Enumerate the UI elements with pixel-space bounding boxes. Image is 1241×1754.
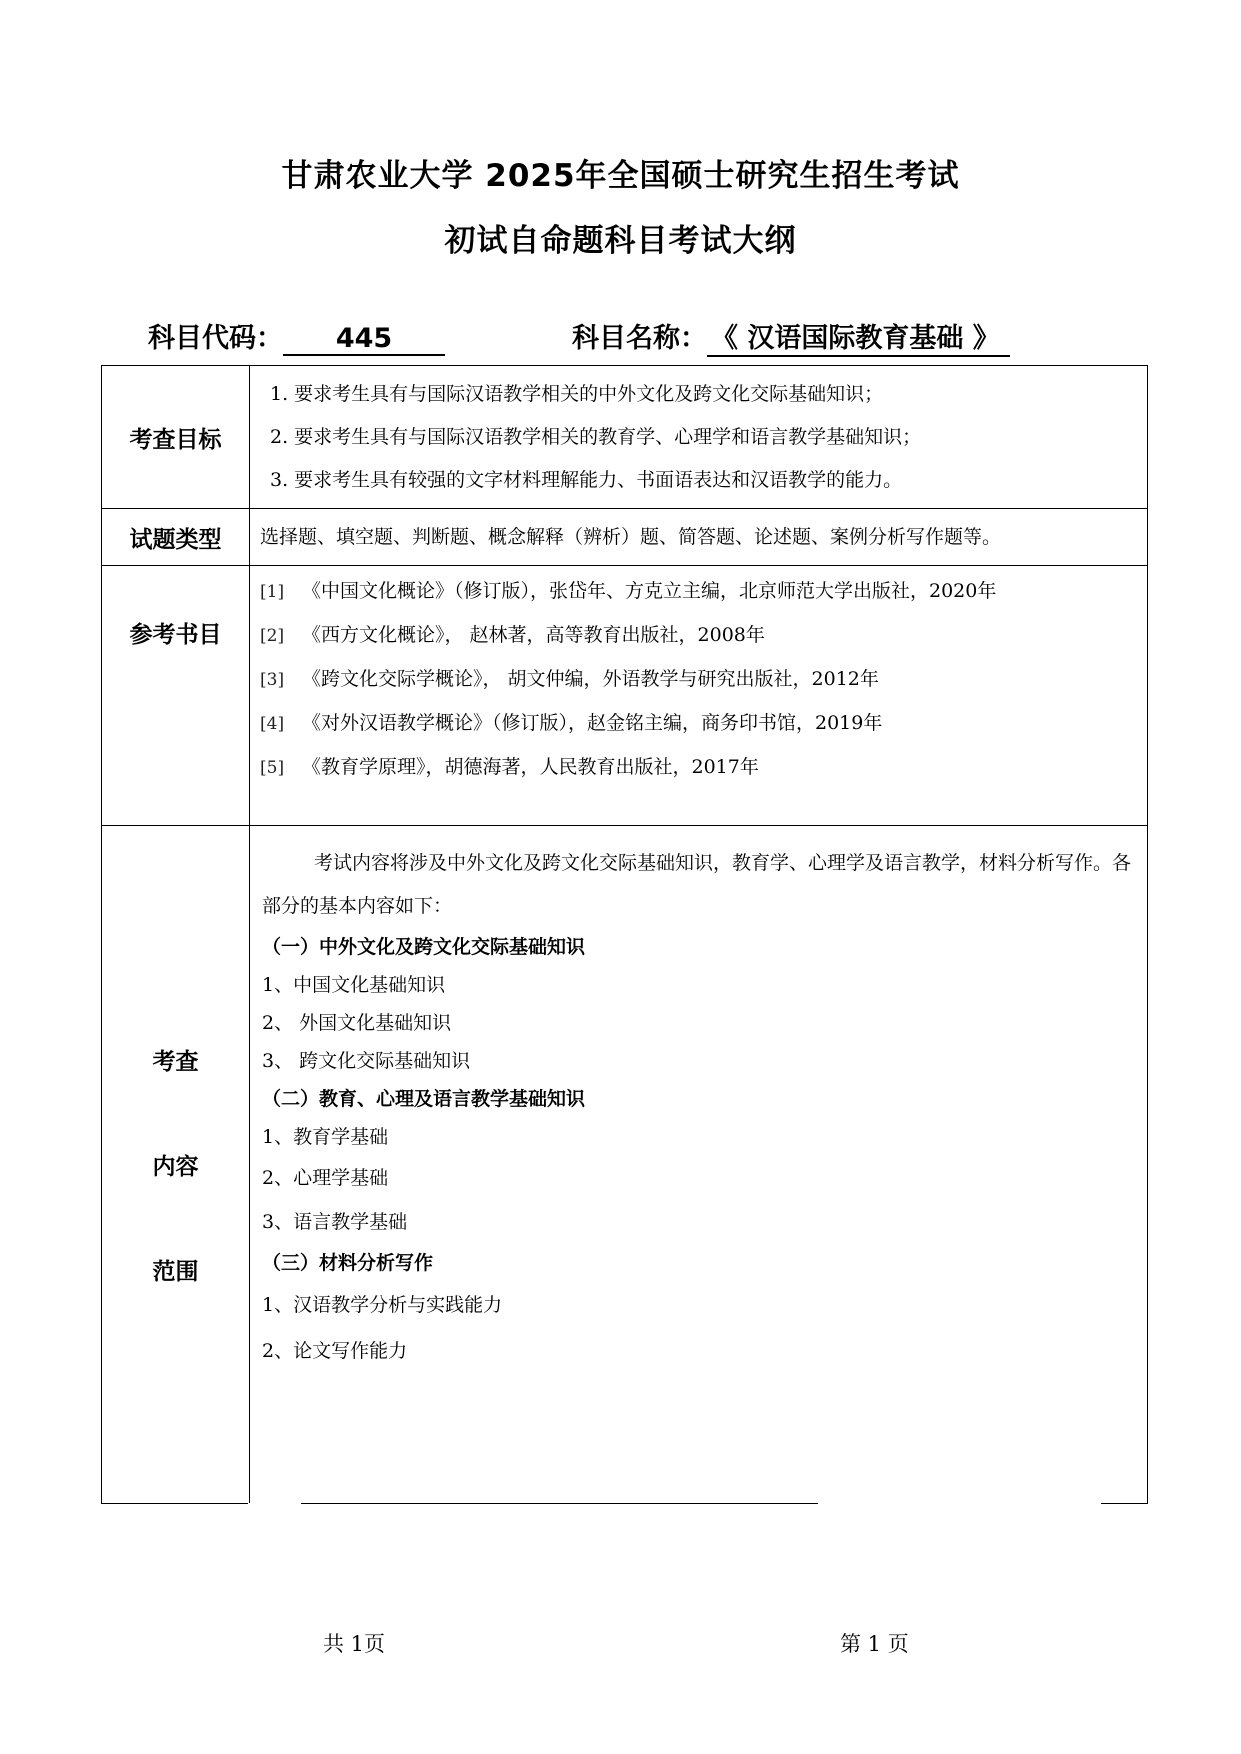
ref-number: [2]	[260, 626, 285, 646]
types-text: 选择题、填空题、判断题、概念解释（辨析）题、简答题、论述题、案例分析写作题等。	[260, 525, 1002, 548]
ref-text: 《教育学原理》，胡德海著，人民教育出版社，2017年	[302, 756, 759, 778]
goals-row	[102, 366, 1148, 509]
page-title: 甘肃农业大学 2025年全国硕士研究生招生考试	[281, 158, 960, 194]
page-number: 第 1 页	[840, 1632, 909, 1656]
total-pages: 共 1页	[323, 1632, 386, 1656]
ref-item	[250, 570, 1147, 614]
scope-intro: 考试内容将涉及中外文化及跨文化交际基础知识，教育学、心理学及语言教学，材料分析写作。各部分的基本内容如下：	[262, 852, 1132, 917]
section-item: 1、汉语教学分析与实践能力	[262, 1294, 503, 1316]
ref-number: [4]	[260, 714, 285, 734]
types-row	[102, 509, 1148, 566]
ref-number: [1]	[260, 582, 285, 602]
goal-item: 3. 要求考生具有较强的文字材料理解能力、书面语表达和汉语教学的能力。	[270, 469, 903, 491]
refs-label: 参考书目	[102, 566, 250, 826]
section-item: 1、教育学基础	[262, 1126, 389, 1148]
subject-code-row	[148, 316, 445, 356]
ref-item	[250, 746, 1147, 790]
goals-label: 考查目标	[102, 366, 250, 509]
section-heading: （三）材料分析写作	[262, 1252, 434, 1274]
section-item: 2、心理学基础	[262, 1167, 389, 1189]
outline-table	[101, 365, 1148, 1503]
section-item: 3、语言教学基础	[262, 1211, 408, 1233]
scope-content	[250, 826, 1148, 1503]
section-item: 2、论文写作能力	[262, 1340, 408, 1362]
types-label: 试题类型	[102, 509, 250, 566]
subject-name-label: 科目名称：	[572, 323, 707, 354]
subject-name-value: 《 汉语国际教育基础 》	[707, 316, 1010, 357]
ref-text: 《西方文化概论》， 赵林著，高等教育出版社，2008年	[302, 624, 765, 646]
section-heading: （一）中外文化及跨文化交际基础知识	[262, 936, 586, 958]
goals-content	[250, 366, 1148, 509]
rule-segment	[101, 1503, 248, 1504]
subject-code-value: 445	[283, 323, 445, 356]
ref-text: 《跨文化交际学概论》， 胡文仲编，外语教学与研究出版社，2012年	[302, 668, 879, 690]
section-item: 2、 外国文化基础知识	[262, 1012, 452, 1034]
refs-row	[102, 566, 1148, 826]
rule-segment	[301, 1503, 818, 1504]
refs-content	[250, 566, 1148, 826]
goal-item: 2. 要求考生具有与国际汉语教学相关的教育学、心理学和语言教学基础知识；	[270, 426, 922, 448]
goal-item: 1. 要求考生具有与国际汉语教学相关的中外文化及跨文化交际基础知识；	[270, 383, 884, 405]
scope-label-1: 考查	[152, 1048, 199, 1075]
types-content	[250, 509, 1148, 566]
section-item: 3、 跨文化交际基础知识	[262, 1050, 471, 1072]
scope-label	[102, 826, 250, 1503]
subject-code-label: 科目代码：	[148, 323, 283, 354]
ref-number: [5]	[260, 758, 285, 778]
rule-segment	[1101, 1503, 1148, 1504]
scope-label-3: 范围	[152, 1258, 199, 1285]
ref-text: 《中国文化概论》（修订版），张岱年、方克立主编，北京师范大学出版社，2020年	[302, 580, 997, 602]
ref-item	[250, 614, 1147, 658]
ref-item	[250, 658, 1147, 702]
ref-text: 《对外汉语教学概论》（修订版），赵金铭主编，商务印书馆，2019年	[302, 712, 883, 734]
scope-label-2: 内容	[152, 1153, 199, 1180]
subject-name-row	[572, 316, 1010, 357]
scope-row	[102, 826, 1148, 1503]
section-item: 1、中国文化基础知识	[262, 974, 446, 996]
page-subtitle: 初试自命题科目考试大纲	[444, 223, 797, 259]
section-heading: （二）教育、心理及语言教学基础知识	[262, 1088, 586, 1110]
ref-item	[250, 702, 1147, 746]
ref-number: [3]	[260, 670, 285, 690]
